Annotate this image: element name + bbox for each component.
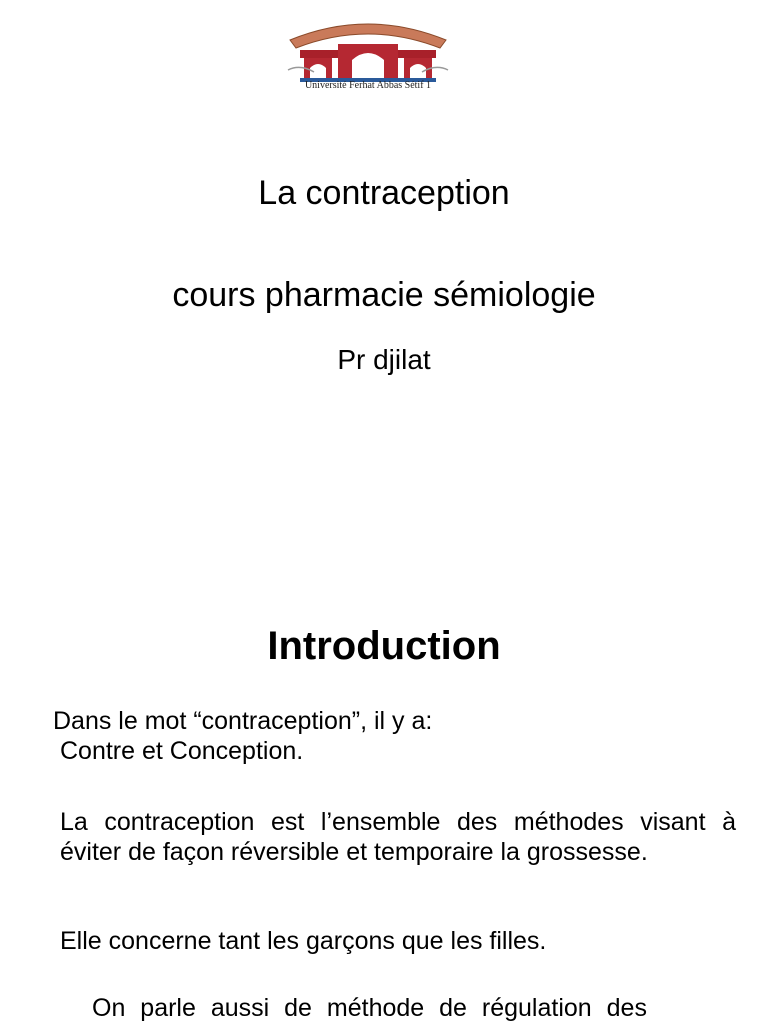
slide-author: Pr djilat <box>337 344 431 375</box>
slide-title: La contraception <box>258 174 510 212</box>
intro-line-1: Dans le mot “contraception”, il y a: <box>53 707 433 735</box>
intro-line-2: Contre et Conception. <box>60 737 304 765</box>
definition-paragraph: La contraception est l’ensemble des méthodes visant à éviter de façon réversible et temporaire la grossesse. <box>60 808 736 866</box>
slide-subtitle: cours pharmacie sémiologie <box>172 276 596 314</box>
regulation-paragraph: On parle aussi de méthode de régulation des <box>92 994 647 1022</box>
scope-paragraph: Elle concerne tant les garçons que les filles. <box>60 927 547 955</box>
logo-caption: Université Ferhat Abbas Sétif 1 <box>304 80 432 91</box>
introduction-heading: Introduction <box>267 624 501 668</box>
